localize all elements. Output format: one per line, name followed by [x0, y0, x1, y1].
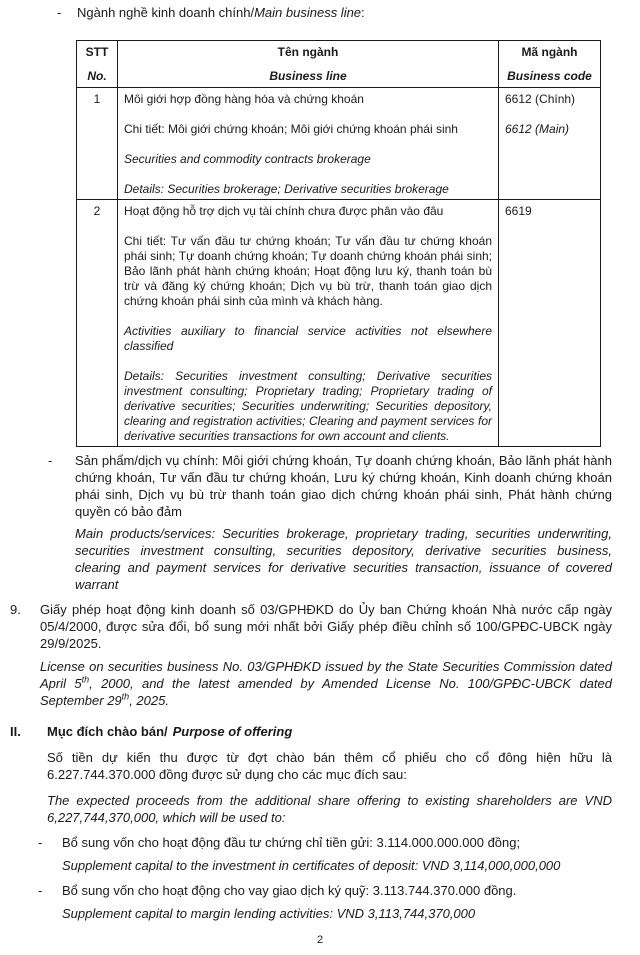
use-of-proceeds-item [38, 834, 612, 874]
row1-code [499, 88, 601, 200]
header-stt-en: No. [87, 69, 107, 83]
bullet-dash: - [38, 883, 43, 898]
main-products-en: Main products/services: Securities brokerage, proprietary trading, securities underwriting, securities investment consulting, securities depository, derivative securities business, clearing and payment services for derivative securities transaction, issuance of covered warrant [75, 526, 612, 592]
row2-detail-vi: Chi tiết: Tư vấn đầu tư chứng khoán; Tư vấn đầu tư chứng khoán phái sinh; Tự doanh chứng khoán; Tự doanh chứng khoán phái sinh; Bảo lãnh phát hành chứng khoán; Hoạt động lưu ký, thanh toán bù trừ và đăng ký chứng khoán; Dịch vụ bù trừ, thanh toán giao dịch chứng khoán phái sinh của mình và khách hàng. [124, 234, 492, 308]
section-title-en: Purpose of offering [172, 724, 293, 739]
table-header-row [77, 41, 601, 88]
header-stt [77, 41, 118, 88]
main-business-line-en: Main business line [254, 5, 362, 20]
table-row [77, 200, 601, 447]
license-en [40, 658, 612, 709]
business-lines-table [76, 40, 601, 447]
use-of-proceeds-vi: Bổ sung vốn cho hoạt động cho vay giao dịch ký quỹ: 3.113.744.370.000 đồng. [62, 883, 517, 898]
superscript-th: th [81, 674, 90, 685]
use-of-proceeds-en: Supplement capital to margin lending activities: VND 3,113,744,370,000 [62, 906, 476, 921]
row2-business-line [118, 200, 499, 447]
bullet-dash: - [57, 5, 62, 20]
header-stt-vi: STT [85, 45, 109, 59]
row1-line-vi: Môi giới hợp đồng hàng hóa và chứng khoán [124, 92, 364, 106]
license-item [10, 601, 612, 709]
use-of-proceeds-item [38, 882, 612, 922]
row2-code-vi: 6619 [505, 204, 532, 218]
header-business-line-vi: Tên ngành [277, 45, 339, 59]
proceeds-paragraph-en: The expected proceeds from the additional share offering to existing shareholders are VND 6,227,744,370,000, which will be used to: [47, 793, 612, 825]
row1-line-en: Securities and commodity contracts brokerage [124, 152, 371, 166]
header-business-line-en: Business line [269, 69, 347, 83]
row2-number: 2 [77, 200, 118, 447]
row1-code-vi: 6612 (Chính) [505, 92, 576, 106]
use-of-proceeds-text [62, 834, 560, 874]
use-of-proceeds-vi: Bổ sung vốn cho hoạt động đầu tư chứng chỉ tiền gửi: 3.114.000.000.000 đồng; [62, 835, 521, 850]
superscript-th: th [121, 691, 130, 702]
table-row [77, 88, 601, 200]
license-vi: Giấy phép hoạt động kinh doanh số 03/GPHĐKD do Ủy ban Chứng khoán Nhà nước cấp ngày 05/4/2000, được sửa đổi, bổ sung mới nhất bởi Giấy phép điều chỉnh số 100/GPĐC-UBCK ngày 29/9/2025. [40, 602, 612, 651]
row2-line-en: Activities auxiliary to financial service activities not elsewhere classified [124, 324, 492, 353]
header-business-code-en: Business code [507, 69, 592, 83]
license-en-part: , 2000, and the latest amended by Amended License No. 100/GPĐC-UBCK dated September 29 [40, 676, 612, 708]
header-business-line [118, 41, 499, 88]
use-of-proceeds-text [62, 882, 516, 922]
header-business-code-vi: Mã ngành [521, 45, 578, 59]
main-business-line-vi: Ngành nghề kinh doanh chính/ [77, 5, 255, 20]
section-title [47, 723, 292, 740]
row1-number: 1 [77, 88, 118, 200]
row1-detail-en: Details: Securities brokerage; Derivative securities brokerage [124, 182, 449, 196]
main-business-line-text [77, 4, 365, 22]
license-text [40, 601, 612, 709]
colon: : [361, 5, 365, 20]
row1-detail-vi: Chi tiết: Môi giới chứng khoán; Môi giới chứng khoán phái sinh [124, 122, 458, 136]
main-products-text [75, 452, 612, 593]
main-business-line-item [57, 4, 612, 22]
section-number: II. [10, 724, 21, 739]
proceeds-paragraph-vi: Số tiền dự kiến thu được từ đợt chào bán thêm cổ phiếu cho cổ đông hiện hữu là 6.227.744.370.000 đồng được sử dụng cho các mục đích sau: [47, 750, 612, 782]
section-title-vi: Mục đích chào bán/ [47, 724, 168, 739]
section-2-heading [10, 723, 612, 740]
use-of-proceeds-en: Supplement capital to the investment in certificates of deposit: VND 3,114,000,000,000 [62, 858, 561, 873]
row2-code [499, 200, 601, 447]
bullet-dash: - [38, 835, 43, 850]
row2-line-vi: Hoạt động hỗ trợ dịch vụ tài chính chưa được phân vào đâu [124, 204, 444, 218]
license-en-part: , 2025. [129, 693, 169, 708]
main-products-vi: Sản phẩm/dịch vụ chính: Môi giới chứng khoán, Tự doanh chứng khoán, Bảo lãnh phát hành chứng khoán, Tư vấn đầu tư chứng khoán, Lưu ký chứng khoán, Kinh doanh chứng khoán phái sinh, Dịch vụ bù trừ thanh toán giao dịch chứng khoán phái sinh, Phát hành chứng quyền có bảo đảm [75, 453, 612, 519]
page-number: 2 [316, 934, 324, 946]
row1-business-line [118, 88, 499, 200]
row1-code-en: 6612 (Main) [505, 122, 570, 136]
bullet-dash: - [48, 453, 53, 468]
header-business-code [499, 41, 601, 88]
item-number: 9. [10, 602, 21, 617]
main-products-item [48, 452, 612, 593]
license-en-part: License on securities business No. 03/GPHĐKD issued by the State Securities Commission dated April 5 [40, 659, 612, 691]
row2-detail-en: Details: Securities investment consulting; Derivative securities investment consulting; Proprietary trading; Proprietary trading of derivative securities; Securities underwriting; Securities depository, clearing and registration activities; Clearing and payment services for derivative securities transactions for own account and clients. [124, 369, 492, 443]
